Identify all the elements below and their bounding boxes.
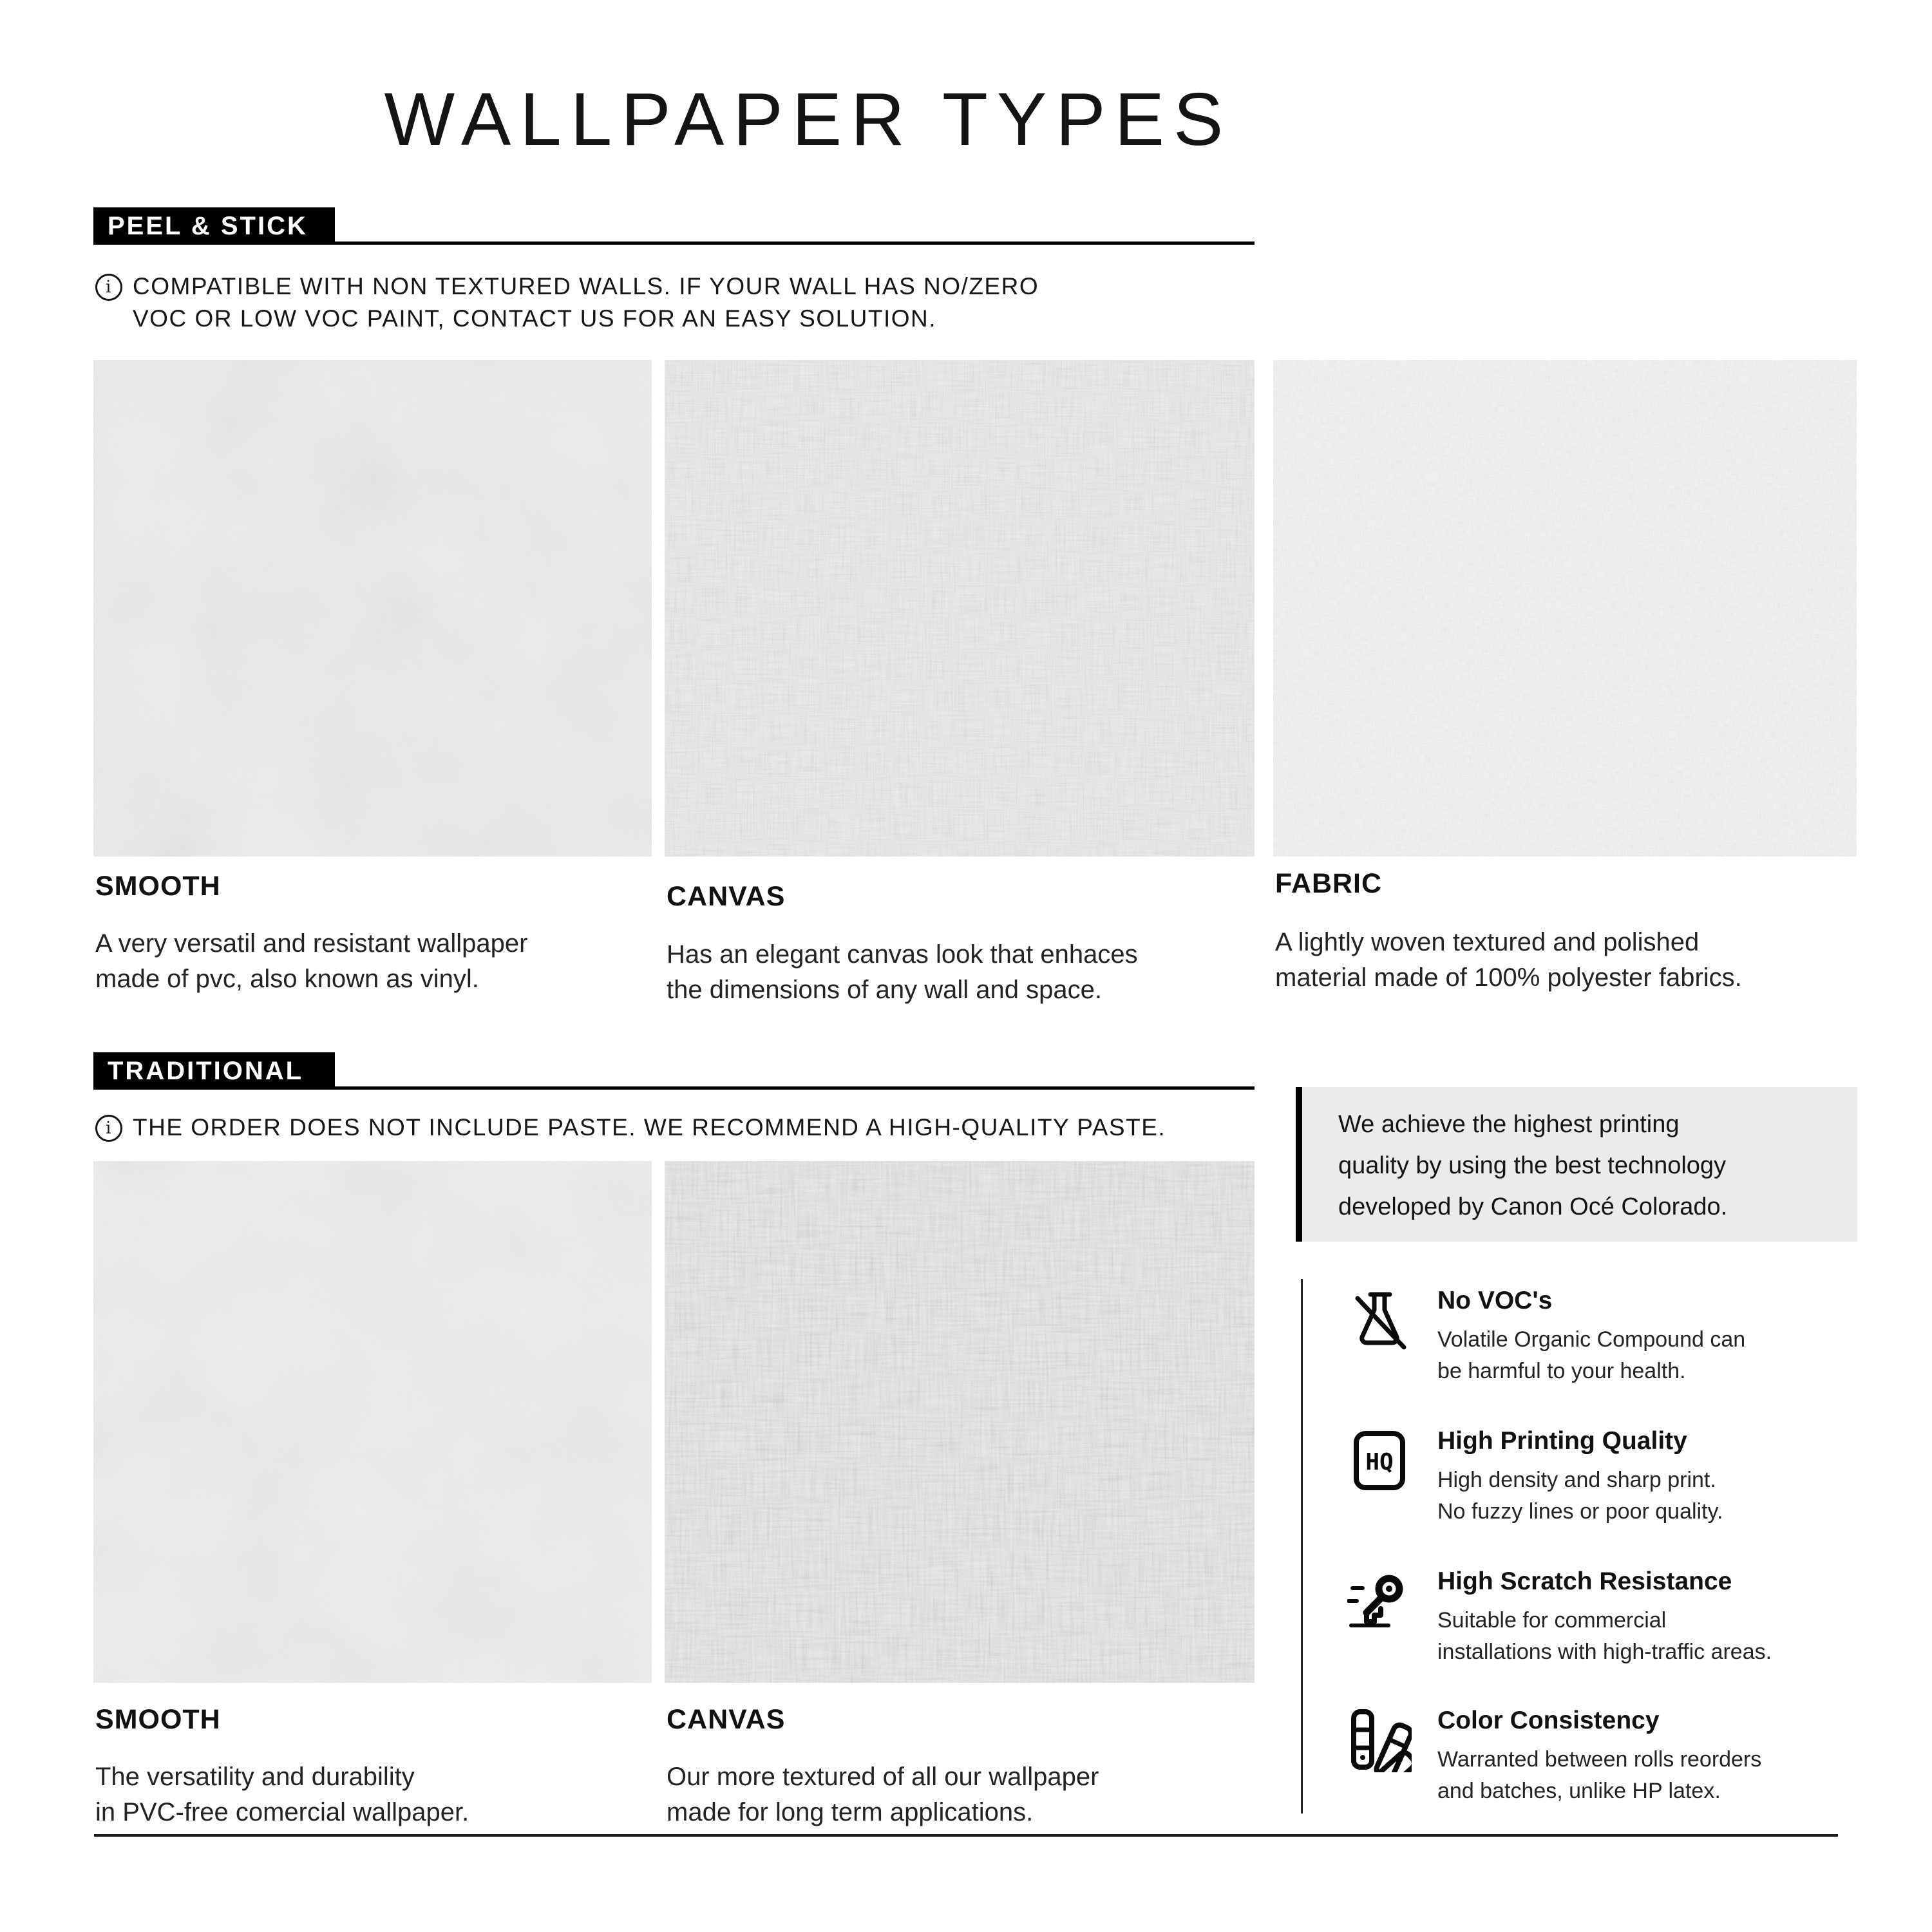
canvas-texture-photo xyxy=(665,360,1255,857)
feature-desc-line: and batches, unlike HP latex. xyxy=(1437,1779,1721,1803)
features-divider-line xyxy=(1301,1279,1303,1814)
feature-title: No VOC's xyxy=(1437,1287,1553,1314)
desc-line: the dimensions of any wall and space. xyxy=(667,976,1102,1004)
swatch-name: SMOOTH xyxy=(95,871,221,902)
no-voc-flask-icon xyxy=(1347,1288,1412,1352)
feature-desc-line: be harmful to your health. xyxy=(1437,1359,1686,1383)
quality-line: developed by Canon Océ Colorado. xyxy=(1338,1193,1728,1220)
section-label-text: TRADITIONAL xyxy=(108,1057,304,1085)
bottom-divider-line xyxy=(94,1834,1838,1837)
swatch-name: SMOOTH xyxy=(95,1704,221,1735)
swatch-name: FABRIC xyxy=(1275,868,1383,899)
section-label-traditional xyxy=(93,1052,335,1090)
feature-desc-line: High density and sharp print. xyxy=(1437,1468,1716,1492)
desc-line: made for long term applications. xyxy=(667,1798,1034,1826)
printing-quality-callout xyxy=(1302,1087,1857,1242)
feature-desc-line: Volatile Organic Compound can xyxy=(1437,1327,1746,1352)
swatch-description xyxy=(667,937,1138,1008)
feature-description xyxy=(1437,1324,1745,1387)
section-label-text: PEEL & STICK xyxy=(108,212,308,240)
section-label-peel-stick xyxy=(93,207,335,245)
desc-line: A very versatil and resistant wallpaper xyxy=(95,929,528,958)
smooth-texture-photo xyxy=(93,360,652,857)
section-divider-line xyxy=(93,242,1255,245)
fabric-texture-photo xyxy=(1273,360,1857,857)
section-divider-line xyxy=(93,1086,1255,1090)
hq-icon-letters: HQ xyxy=(1365,1449,1394,1475)
page-title: WALLPAPER TYPES xyxy=(384,77,1233,161)
feature-title: High Printing Quality xyxy=(1437,1427,1687,1455)
note-text xyxy=(133,1112,1166,1144)
swatch-name: CANVAS xyxy=(667,1704,786,1735)
note-text xyxy=(133,270,1039,335)
peel-stick-note xyxy=(95,270,1039,335)
note-line: COMPATIBLE WITH NON TEXTURED WALLS. IF YOUR WALL HAS NO/ZERO xyxy=(133,273,1039,299)
quality-box-accent-bar xyxy=(1296,1087,1302,1242)
feature-description xyxy=(1437,1744,1761,1807)
color-swatches-icon xyxy=(1347,1708,1412,1772)
desc-line: made of pvc, also known as vinyl. xyxy=(95,965,479,993)
feature-title: High Scratch Resistance xyxy=(1437,1567,1732,1595)
swatch-description xyxy=(667,1759,1099,1830)
desc-line: Has an elegant canvas look that enhaces xyxy=(667,940,1138,969)
canvas-texture-photo xyxy=(665,1161,1255,1683)
desc-line: Our more textured of all our wallpaper xyxy=(667,1763,1099,1791)
desc-line: The versatility and durability xyxy=(95,1763,415,1791)
scratch-key-icon xyxy=(1347,1569,1412,1633)
feature-desc-line: No fuzzy lines or poor quality. xyxy=(1437,1499,1723,1524)
quality-line: We achieve the highest printing xyxy=(1338,1111,1680,1138)
note-line: VOC OR LOW VOC PAINT, CONTACT US FOR AN EASY SOLUTION. xyxy=(133,305,937,332)
feature-desc-line: Suitable for commercial xyxy=(1437,1608,1667,1633)
swatch-description xyxy=(95,1759,469,1830)
feature-title: Color Consistency xyxy=(1437,1707,1660,1734)
info-icon: i xyxy=(95,1115,122,1142)
info-icon: i xyxy=(95,274,122,301)
note-line: THE ORDER DOES NOT INCLUDE PASTE. WE RECOMMEND A HIGH-QUALITY PASTE. xyxy=(133,1114,1166,1141)
swatch-description xyxy=(1275,925,1742,996)
swatch-name: CANVAS xyxy=(667,881,786,912)
hq-badge-icon xyxy=(1347,1428,1412,1493)
desc-line: in PVC-free comercial wallpaper. xyxy=(95,1798,469,1826)
feature-description xyxy=(1437,1605,1772,1668)
traditional-note xyxy=(95,1112,1166,1144)
feature-desc-line: Warranted between rolls reorders xyxy=(1437,1747,1762,1772)
desc-line: A lightly woven textured and polished xyxy=(1275,928,1700,956)
quality-line: quality by using the best technology xyxy=(1338,1152,1727,1179)
feature-desc-line: installations with high-traffic areas. xyxy=(1437,1640,1772,1664)
smooth-texture-photo xyxy=(93,1161,652,1683)
feature-description xyxy=(1437,1464,1723,1528)
desc-line: material made of 100% polyester fabrics. xyxy=(1275,963,1742,992)
swatch-description xyxy=(95,926,527,997)
